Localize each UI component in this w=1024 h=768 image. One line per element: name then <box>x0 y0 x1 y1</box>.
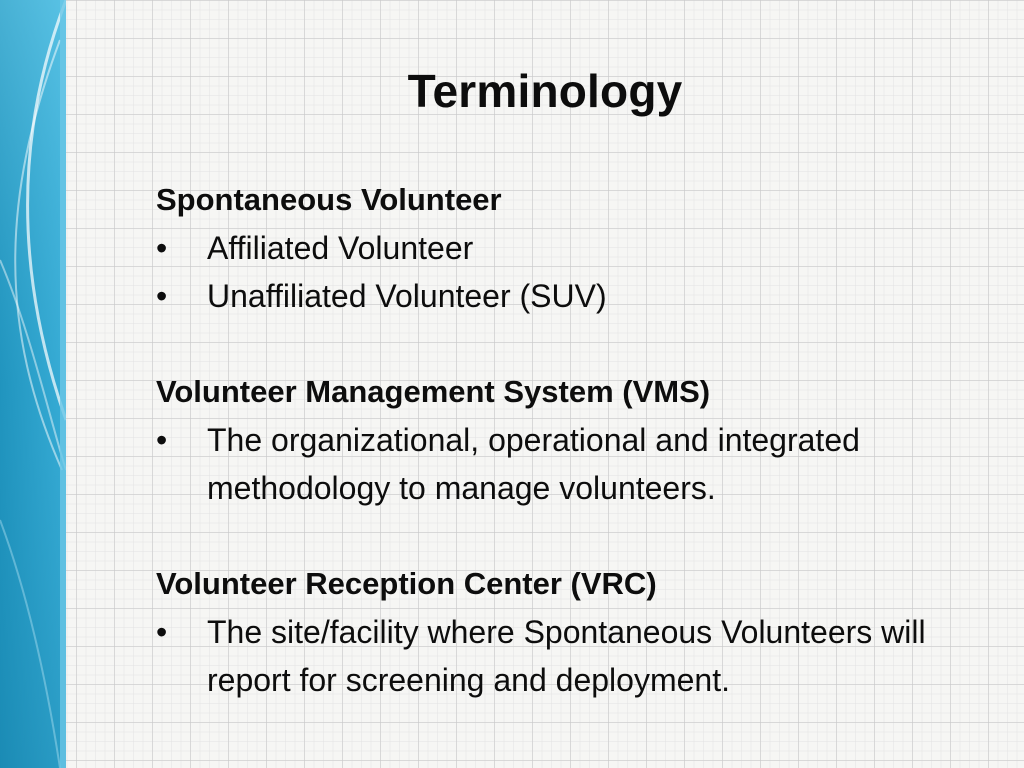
bullet-icon: • <box>156 230 168 266</box>
section-spacer <box>156 320 986 368</box>
section-heading: Volunteer Reception Center (VRC) <box>156 566 657 601</box>
slide-body <box>156 176 986 704</box>
bullet-item <box>156 416 986 512</box>
slide-title: Terminology <box>407 65 683 117</box>
section-vrc <box>156 560 986 704</box>
bullet-item <box>156 272 986 320</box>
section-spontaneous-volunteer <box>156 176 986 320</box>
bullet-text: The organizational, operational and integrated methodology to manage volunteers. <box>207 422 860 506</box>
bullet-text: Unaffiliated Volunteer (SUV) <box>207 278 607 314</box>
bullet-icon: • <box>156 278 168 314</box>
bullet-text: Affiliated Volunteer <box>207 230 474 266</box>
bullet-item <box>156 224 986 272</box>
section-heading: Volunteer Management System (VMS) <box>156 374 711 409</box>
decorative-side-band <box>0 0 66 768</box>
section-spacer <box>156 512 986 560</box>
section-vms <box>156 368 986 512</box>
bullet-item <box>156 608 986 704</box>
bullet-icon: • <box>156 614 168 650</box>
bullet-icon: • <box>156 422 168 458</box>
section-heading: Spontaneous Volunteer <box>156 182 502 217</box>
bullet-text: The site/facility where Spontaneous Volunteers will report for screening and deployment. <box>207 614 926 698</box>
